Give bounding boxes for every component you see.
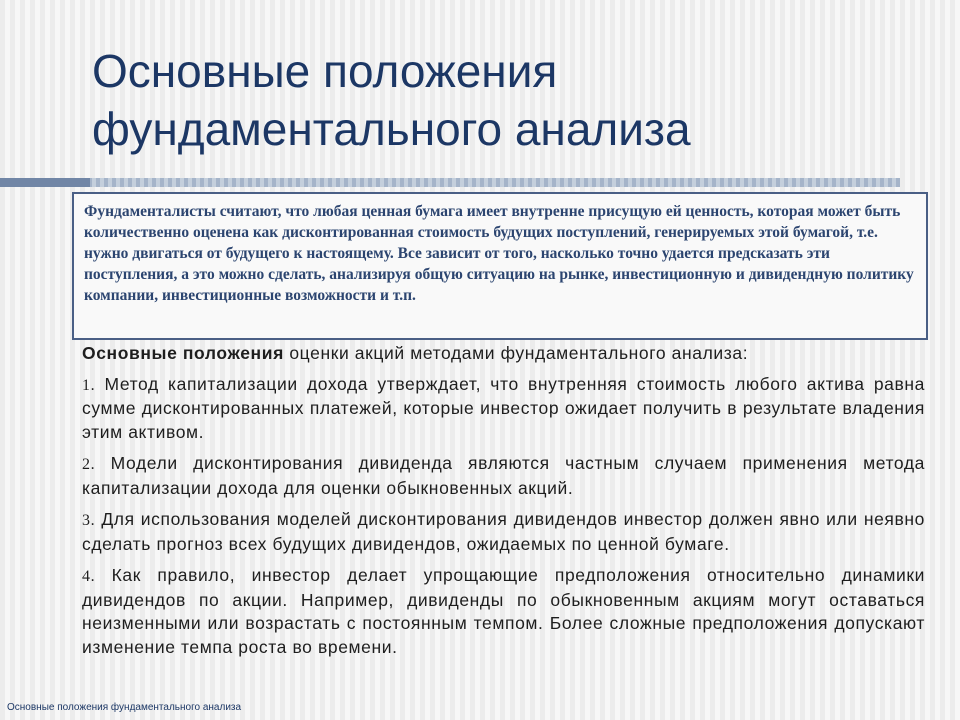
slide-footer: Основные положения фундаментального анализа bbox=[7, 702, 242, 713]
item-text: Как правило, инвестор делает упрощающие предположения относительно динамики дивидендов по акции. Например, дивиденды по обыкновенным акциям могут оставаться неизменными или возрастать с постоянным темпом. Более сложные предположения допускают изменение темпа роста во времени. bbox=[82, 565, 925, 657]
item-text: Модели дисконтирования дивиденда являются частным случаем применения метода капитализации дохода для оценки обыкновенных акций. bbox=[82, 453, 925, 498]
list-item bbox=[82, 508, 925, 556]
intro-bold: Основные положения bbox=[82, 343, 284, 363]
list-item bbox=[82, 373, 925, 445]
item-number: 1. bbox=[82, 376, 96, 394]
title-divider bbox=[0, 178, 900, 187]
slide-title bbox=[92, 42, 912, 158]
definition-box bbox=[72, 192, 928, 340]
intro-line bbox=[82, 342, 925, 366]
list-item bbox=[82, 564, 925, 659]
item-text: Метод капитализации дохода утверждает, что внутренняя стоимость любого актива равна сумме дисконтированных платежей, которые инвестор ожидает получить в результате владения этим активом. bbox=[82, 373, 925, 442]
slide-title-line-2: фундаментального анализа bbox=[92, 103, 691, 155]
item-text: Для использования моделей дисконтирования дивидендов инвестор должен явно или неявно сделать прогноз всех будущих дивидендов, ожидаемых по ценной бумаге. bbox=[82, 509, 925, 554]
item-number: 3. bbox=[82, 512, 96, 529]
item-number: 4. bbox=[82, 568, 96, 585]
list-item bbox=[82, 452, 925, 500]
slide-title-line-1: Основные положения bbox=[92, 45, 558, 97]
main-content bbox=[82, 342, 925, 667]
title-divider-accent bbox=[0, 178, 90, 187]
definition-text: Фундаменталисты считают, что любая ценная бумага имеет внутренне присущую ей ценность, которая может быть количественно оценена как дисконтированная стоимость будущих поступлений, генерируемых этой бумагой, т.е. нужно двигаться от будущего к настоящему. Все зависит от того, насколько точно удается предсказать эти поступления, а это можно сделать, анализируя общую ситуацию на рынке, инвестиционную и дивидендную политику компании, инвестиционные возможности и т.п. bbox=[84, 203, 914, 304]
intro-rest: оценки акций методами фундаментального анализа: bbox=[283, 343, 749, 363]
item-number: 2. bbox=[82, 456, 96, 473]
